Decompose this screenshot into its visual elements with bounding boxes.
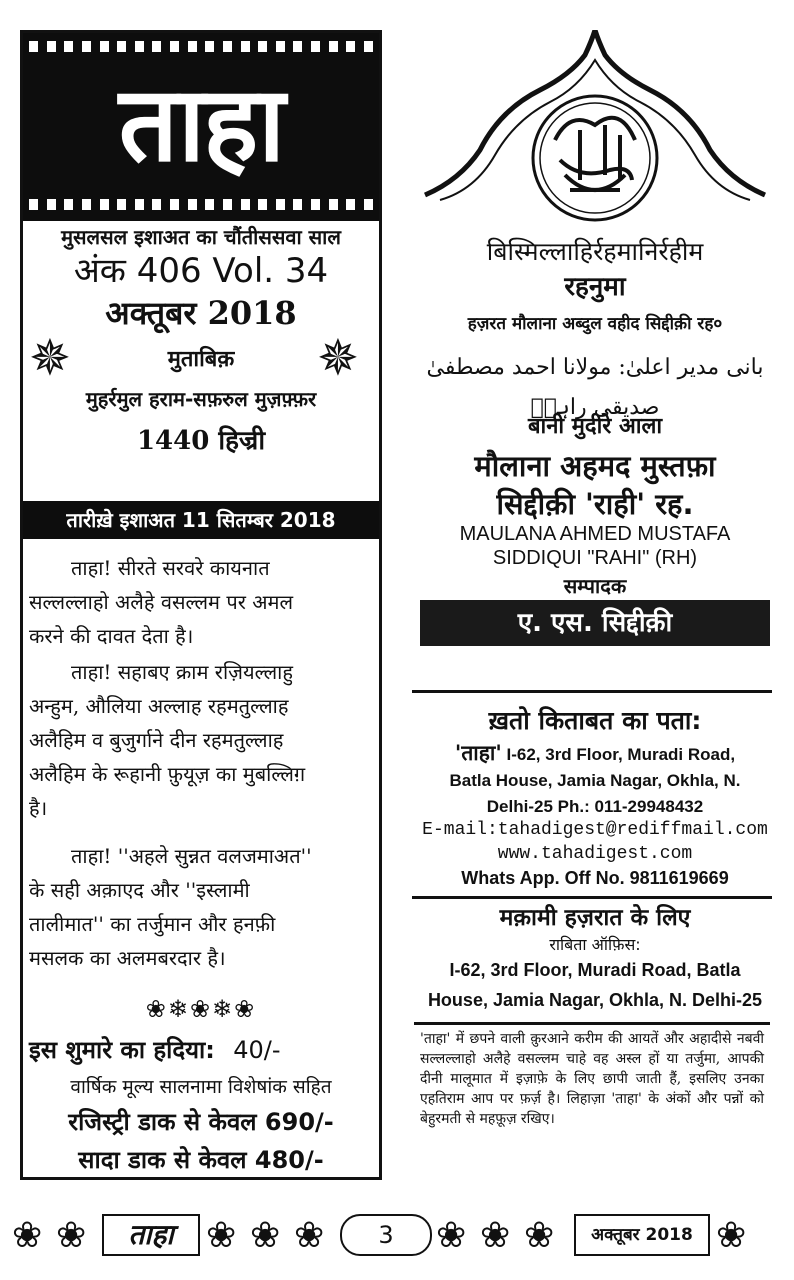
- paragraph-line: सल्लल्लाहो अलैहे वसल्लम पर अमल: [29, 590, 294, 614]
- website: www.tahadigest.com: [497, 844, 693, 864]
- address-name: 'ताहा': [454, 741, 502, 765]
- ornament-flowers: ❀❄❀❄❀: [145, 995, 257, 1023]
- publication-year-line: मुसलसल इशाअत का चौंतीससवा साल: [61, 225, 341, 249]
- address-heading: ख़तो किताबत का पता:: [488, 706, 702, 735]
- paragraph-1: [29, 551, 371, 653]
- email: E-mail:tahadigest@rediffmail.com: [422, 820, 768, 840]
- address-line-1: [410, 740, 780, 768]
- registered-post-price: रजिस्ट्री डाक से केवल 690/-: [68, 1108, 334, 1136]
- hijri-months: मुहर्रमुल हराम-सफ़रुल मुज़फ़्फ़र: [85, 387, 317, 411]
- bismillah: बिस्मिल्लाहिर्रहमानिर्रहीम: [486, 237, 704, 266]
- flower-icon: ❀: [436, 1215, 467, 1256]
- flower-icon: ❀: [12, 1215, 43, 1256]
- page-footer: [0, 1206, 794, 1266]
- local-heading: मक़ामी हज़रात के लिए: [499, 905, 691, 931]
- founder-name-line-1: मौलाना अहमद मुस्तफ़ा: [474, 449, 716, 483]
- whatsapp-number: Whats App. Off No. 9811619669: [461, 868, 729, 888]
- office-label: राबिता ऑफ़िस:: [549, 935, 641, 954]
- founder-name-english-1: MAULANA AHMED MUSTAFA: [459, 523, 731, 545]
- price-line: [29, 1033, 373, 1066]
- flower-icon: ❀: [206, 1215, 237, 1256]
- flower-icon: ❀: [524, 1215, 555, 1256]
- footer-title: ताहा: [102, 1214, 200, 1256]
- paragraph-line: तालीमात'' का तर्जुमान और हनफ़ी: [29, 912, 276, 936]
- founder-name-line-2: सिद्दीक़ी 'राही' रह.: [496, 487, 694, 521]
- paragraph-line: अलैहिम व बुजुर्गाने दीन रहमतुल्लाह: [29, 728, 284, 752]
- masthead: [23, 33, 379, 221]
- editor-name-bar: ए. एस. सिद्दीक़ी: [420, 600, 770, 646]
- film-strip-top: [29, 41, 373, 55]
- address-line-2: Batla House, Jamia Nagar, Okhla, N.: [449, 771, 741, 790]
- paragraph-2: [29, 655, 371, 825]
- address-street: I-62, 3rd Floor, Muradi Road,: [506, 745, 736, 764]
- paragraph-line: ताहा! सीरते सरवरे कायनात: [71, 556, 270, 580]
- flower-icon: ❀: [56, 1215, 87, 1256]
- editor-label: सम्पादक: [563, 574, 627, 598]
- hijri-year: 1440 हिज्री: [136, 426, 266, 456]
- address-line-3: Delhi-25 Ph.: 011-29948432: [486, 797, 704, 816]
- paragraph-line: के सही अक़ाएद और ''इस्लामी: [29, 878, 250, 902]
- flower-icon: ❀: [250, 1215, 281, 1256]
- paragraph-line: करने की दावत देता है।: [29, 624, 194, 648]
- notice-text: 'ताहा' में छपने वाली क़ुरआने करीम की आयतें और अहादीसे नबवी सल्लल्लाहो अलैहे वसल्लम चाहे वह अस्ल हों या तर्जुमा, आपकी दीनी मालूमात में इज़ाफ़े के लिए छापी जाती हैं, इसलिए उनका एहतिराम आप पर फ़र्ज़ है। लिहाज़ा 'ताहा' के अंकों और पन्नों को बेहुरमती से महफ़ूज़ रखिए।: [420, 1031, 764, 1127]
- local-address-1: I-62, 3rd Floor, Muradi Road, Batla: [449, 960, 741, 980]
- notice-box: [414, 1022, 770, 1174]
- simple-post-price: सादा डाक से केवल 480/-: [78, 1146, 324, 1174]
- flower-icon: ❀: [294, 1215, 325, 1256]
- founder-name-english-2: SIDDIQUI "RAHI" (RH): [492, 547, 698, 569]
- film-strip-bottom: [29, 199, 373, 213]
- left-column: [20, 30, 382, 1180]
- star-right-icon: ✵: [317, 329, 359, 387]
- divider: [412, 896, 772, 899]
- local-address-2: House, Jamia Nagar, Okhla, N. Delhi-25: [427, 990, 763, 1010]
- annual-line: वार्षिक मूल्य सालनामा विशेषांक सहित: [70, 1076, 332, 1098]
- paragraph-line: ताहा! ''अहले सुन्नत वलजमाअत'': [71, 844, 312, 868]
- publish-date-bar: तारीख़े इशाअत 11 सितम्बर 2018: [23, 501, 379, 539]
- corresponding-label: मुताबिक़: [167, 347, 235, 372]
- paragraph-line: ताहा! सहाबए क्राम रज़ियल्लाहु: [71, 660, 293, 684]
- price-label: इस शुमारे का हदिया:: [29, 1036, 215, 1064]
- urdu-founder-line: بانی مدیر اعلیٰ: مولانا احمد مصطفیٰ صدیقی راہیؒ: [426, 355, 764, 420]
- flower-icon: ❀: [480, 1215, 511, 1256]
- flower-icon: ❀: [716, 1215, 747, 1256]
- rahnuma-name: हज़रत मौलाना अब्दुल वहीद सिद्दीक़ी रह०: [467, 314, 723, 334]
- paragraph-line: मसलक का अलमबरदार है।: [29, 946, 226, 970]
- paragraph-line: अलैहिम के रूहानी फ़ुयूज़ का मुबल्लिग़: [29, 762, 306, 786]
- page-number: 3: [340, 1214, 432, 1256]
- issue-line: अंक 406 Vol. 34: [73, 251, 329, 291]
- paragraph-line: अन्हुम, औलिया अल्लाह रहमतुल्लाह: [29, 694, 289, 718]
- rahnuma-label: रहनुमा: [564, 272, 626, 302]
- dome-emblem-icon: [420, 30, 770, 240]
- footer-issue-month: अक्तूबर 2018: [574, 1214, 710, 1256]
- paragraph-3: [29, 839, 371, 975]
- month-line: अक्तूबर 2018: [105, 294, 297, 332]
- paragraph-line: है।: [29, 796, 48, 820]
- divider: [412, 690, 772, 693]
- masthead-title: ताहा: [118, 63, 284, 185]
- founder-label: बानी मुदीरे आला: [527, 414, 663, 439]
- star-left-icon: ✵: [29, 329, 71, 387]
- price-value: 40/-: [233, 1036, 281, 1064]
